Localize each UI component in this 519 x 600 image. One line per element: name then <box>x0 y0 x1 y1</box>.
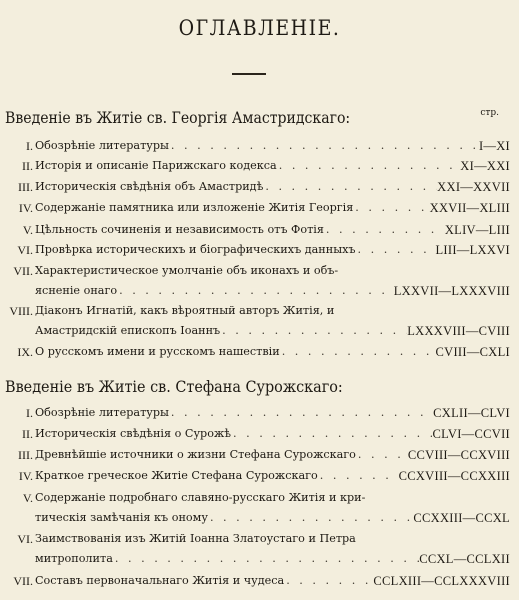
entry-pages: LXXVII—LXXXVIII <box>393 284 510 298</box>
entry-pages: CLVI—CCVII <box>432 427 510 441</box>
toc-entry <box>5 572 510 590</box>
dot-leader <box>169 137 479 155</box>
entry-title: Цѣльность сочиненія и независимость отъ Фотія <box>35 223 324 236</box>
toc-entry <box>5 343 510 361</box>
entry-title-line <box>35 550 510 568</box>
entry-title: Провѣрка историческихъ и біографическихъ данныхъ <box>35 243 356 256</box>
dot-leader <box>284 572 373 590</box>
dot-leader <box>169 404 433 422</box>
entry-title-line <box>35 509 510 527</box>
entry-title: Обозрѣніе литературы <box>35 406 169 419</box>
entry-title-line <box>35 322 510 340</box>
section-heading-georgy: Введеніе въ Житіе св. Георгія Амастридскаго: <box>5 108 351 127</box>
entry-title: Діаконъ Игнатій, какъ вѣроятный авторъ Житія, и <box>35 304 335 317</box>
entry-number: V. <box>22 491 33 505</box>
dot-leader <box>220 322 407 340</box>
entry-pages: CCXXIII—CCXL <box>413 511 510 525</box>
page-column-label: стр. <box>480 108 499 118</box>
entry-title-line <box>35 262 510 280</box>
dot-leader <box>231 425 432 443</box>
entry-pages: XXVII—XLIII <box>429 201 510 215</box>
entry-pages: CCVIII—CCXVIII <box>407 448 510 462</box>
dot-leader <box>356 446 408 464</box>
dot-leader <box>263 178 437 196</box>
entry-pages: LXXXVIII—CVIII <box>407 324 510 338</box>
entry-title: Краткое греческое Житіе Стефана Сурожскаго <box>35 469 318 482</box>
entry-title: Историческія свѣдѣнія о Сурожѣ <box>35 427 231 440</box>
entry-pages: CXLII—CLVI <box>433 406 510 420</box>
entry-title-line <box>35 404 510 422</box>
toc-entry <box>5 404 510 422</box>
entry-number: VI. <box>17 532 33 546</box>
entry-title: Историческія свѣдѣнія объ Амастридѣ <box>35 180 264 193</box>
toc-entry <box>5 446 510 464</box>
toc-entry <box>5 467 510 485</box>
entry-title-line <box>35 530 510 548</box>
entry-pages: I—XI <box>478 139 510 153</box>
entry-title-line <box>35 467 510 485</box>
entry-title: Составъ первоначальнаго Житія и чудеса <box>35 574 285 587</box>
entry-number: III. <box>18 180 33 194</box>
entry-number: IX. <box>17 345 33 359</box>
dot-leader <box>318 467 399 485</box>
entry-title-line <box>35 425 510 443</box>
entry-title-line <box>35 572 510 590</box>
dot-leader <box>113 550 419 568</box>
entry-number: VIII. <box>9 304 33 318</box>
entry-title: Древнѣйшіе источники о жизни Стефана Сурожскаго <box>35 448 356 461</box>
title-divider <box>232 73 266 75</box>
entry-title-line <box>35 446 510 464</box>
dot-leader <box>280 343 436 361</box>
toc-entry <box>5 489 510 507</box>
entry-number: I. <box>26 406 33 420</box>
toc-entry <box>5 241 510 259</box>
entry-title-line <box>35 221 510 239</box>
entry-number: VII. <box>13 574 33 588</box>
toc-entry <box>5 137 510 155</box>
entry-number: VI. <box>17 243 33 257</box>
entry-pages: CCLXIII—CCLXXXVIII <box>373 574 510 588</box>
toc-entry-continuation <box>5 509 510 527</box>
section-heading-stefan: Введеніе въ Житіе св. Стефана Сурожскаго: <box>5 377 343 396</box>
entry-title-continued: ясненіе онаго <box>35 284 118 297</box>
toc-entry-continuation <box>5 550 510 568</box>
entry-pages: CVIII—CXLI <box>435 345 510 359</box>
entry-title-line <box>35 343 510 361</box>
entry-title-line <box>35 157 510 175</box>
entry-pages: CCXVIII—CCXXIII <box>398 469 510 483</box>
toc-entry <box>5 530 510 548</box>
entry-pages: XI—XXI <box>460 159 510 173</box>
entry-title-line <box>35 489 510 507</box>
dot-leader <box>324 221 445 239</box>
dot-leader <box>353 199 429 217</box>
entry-number: III. <box>18 448 33 462</box>
entry-title-line <box>35 137 510 155</box>
entry-pages: LIII—LXXVI <box>435 243 510 257</box>
entry-number: II. <box>22 427 33 441</box>
dot-leader <box>277 157 461 175</box>
entry-title-continued: митрополита <box>35 552 113 565</box>
entry-title: Содержаніе памятника или изложеніе Житія Георгія <box>35 201 354 214</box>
entry-title: Характеристическое умолчаніе объ иконахъ и объ- <box>35 264 339 277</box>
toc-entry <box>5 221 510 239</box>
toc-entry <box>5 157 510 175</box>
page-title: ОГЛАВЛЕНІЕ. <box>178 16 341 40</box>
toc-entry <box>5 302 510 320</box>
toc-entry-continuation <box>5 282 510 300</box>
toc-entry <box>5 425 510 443</box>
dot-leader <box>117 282 394 300</box>
entry-number: IV. <box>18 469 33 483</box>
entry-title: О русскомъ имени и русскомъ нашествіи <box>35 345 280 358</box>
entry-title-line <box>35 282 510 300</box>
entry-title-continued: тическія замѣчанія къ оному <box>35 511 208 524</box>
toc-entry-continuation <box>5 322 510 340</box>
toc-entry <box>5 262 510 280</box>
entry-title-line <box>35 178 510 196</box>
toc-entry <box>5 199 510 217</box>
entry-title: Исторія и описаніе Парижскаго кодекса <box>35 159 277 172</box>
entry-title: Обозрѣніе литературы <box>35 139 169 152</box>
entry-pages: XXI—XXVII <box>437 180 510 194</box>
entry-title-continued: Амастридскій епископъ Іоаннъ <box>35 324 221 337</box>
entry-number: IV. <box>18 201 33 215</box>
entry-title-line <box>35 302 510 320</box>
entry-title-line <box>35 199 510 217</box>
entry-pages: CCXL—CCLXII <box>419 552 510 566</box>
entry-pages: XLIV—LIII <box>444 223 510 237</box>
dot-leader <box>208 509 413 527</box>
toc-entry <box>5 178 510 196</box>
entry-title: Содержаніе подробнаго славяно-русскаго Житія и кри- <box>35 491 366 504</box>
entry-number: I. <box>26 139 33 153</box>
entry-title-line <box>35 241 510 259</box>
dot-leader <box>356 241 436 259</box>
entry-number: V. <box>22 223 33 237</box>
entry-number: VII. <box>13 264 33 278</box>
entry-title: Заимствованія изъ Житій Іоанна Златоустаго и Петра <box>35 532 356 545</box>
entry-number: II. <box>22 159 33 173</box>
